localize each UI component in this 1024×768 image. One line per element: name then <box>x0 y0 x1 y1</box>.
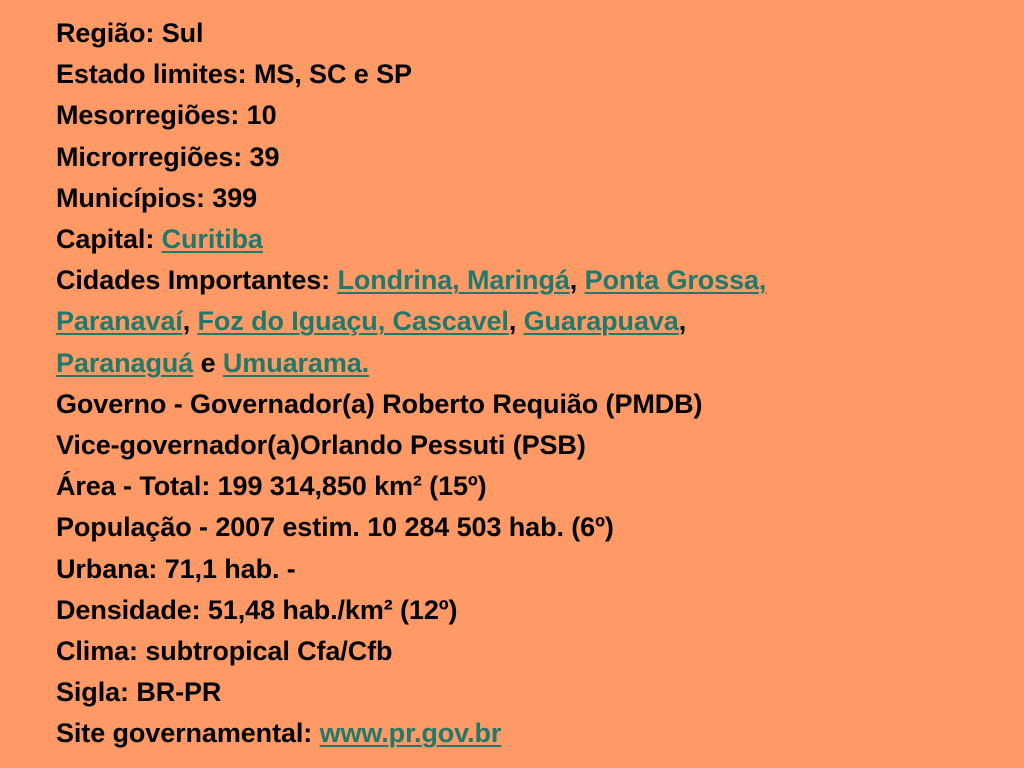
clima-line: Clima: subtropical Cfa/Cfb <box>56 636 393 667</box>
estado-limites-line: Estado limites: MS, SC e SP <box>56 59 412 90</box>
cidades-separator: , <box>508 306 524 337</box>
area-line: Área - Total: 199 314,850 km² (15º) <box>56 471 487 502</box>
municipios-line: Municípios: 399 <box>56 182 258 213</box>
mesorregioes-line: Mesorregiões: 10 <box>56 100 277 131</box>
city-link-ponta-grossa[interactable]: Ponta Grossa, <box>584 265 767 296</box>
city-link-londrina-maringa[interactable]: Londrina, Maringá <box>337 265 570 296</box>
densidade-line: Densidade: 51,48 hab./km² (12º) <box>56 594 458 625</box>
cidades-conjunction: e <box>193 347 223 378</box>
cidades-separator: , <box>182 306 198 337</box>
urbana-line: Urbana: 71,1 hab. - <box>56 553 296 584</box>
city-link-umuarama[interactable]: Umuarama. <box>222 347 370 378</box>
city-link-guarapuava[interactable]: Guarapuava <box>523 306 679 337</box>
slide-content <box>56 13 1006 755</box>
city-link-paranavai[interactable]: Paranavaí <box>56 306 183 337</box>
capital-label: Capital: <box>56 224 162 255</box>
cidades-line-2 <box>56 301 1006 342</box>
cidades-label: Cidades Importantes: <box>56 265 338 296</box>
cidades-separator: , <box>678 306 687 337</box>
microrregioes-line: Microrregiões: 39 <box>56 141 280 172</box>
capital-line <box>56 219 1006 260</box>
site-label: Site governamental: <box>56 718 320 749</box>
cidades-separator: , <box>569 265 585 296</box>
vice-governador-line: Vice-governador(a)Orlando Pessuti (PSB) <box>56 430 586 461</box>
site-line <box>56 713 1006 754</box>
populacao-line: População - 2007 estim. 10 284 503 hab. (6º) <box>56 512 614 543</box>
sigla-line: Sigla: BR-PR <box>56 677 222 708</box>
regiao-line: Região: Sul <box>56 18 204 48</box>
capital-link-curitiba[interactable]: Curitiba <box>161 224 263 255</box>
city-link-foz-do-iguacu-cascavel[interactable]: Foz do Iguaçu, Cascavel <box>197 306 509 337</box>
site-link[interactable]: www.pr.gov.br <box>319 718 502 749</box>
cidades-line-3 <box>56 343 1006 384</box>
cidades-line-1 <box>56 260 1006 301</box>
governo-line: Governo - Governador(a) Roberto Requião (PMDB) <box>56 388 703 419</box>
city-link-paranagua[interactable]: Paranaguá <box>56 347 194 378</box>
